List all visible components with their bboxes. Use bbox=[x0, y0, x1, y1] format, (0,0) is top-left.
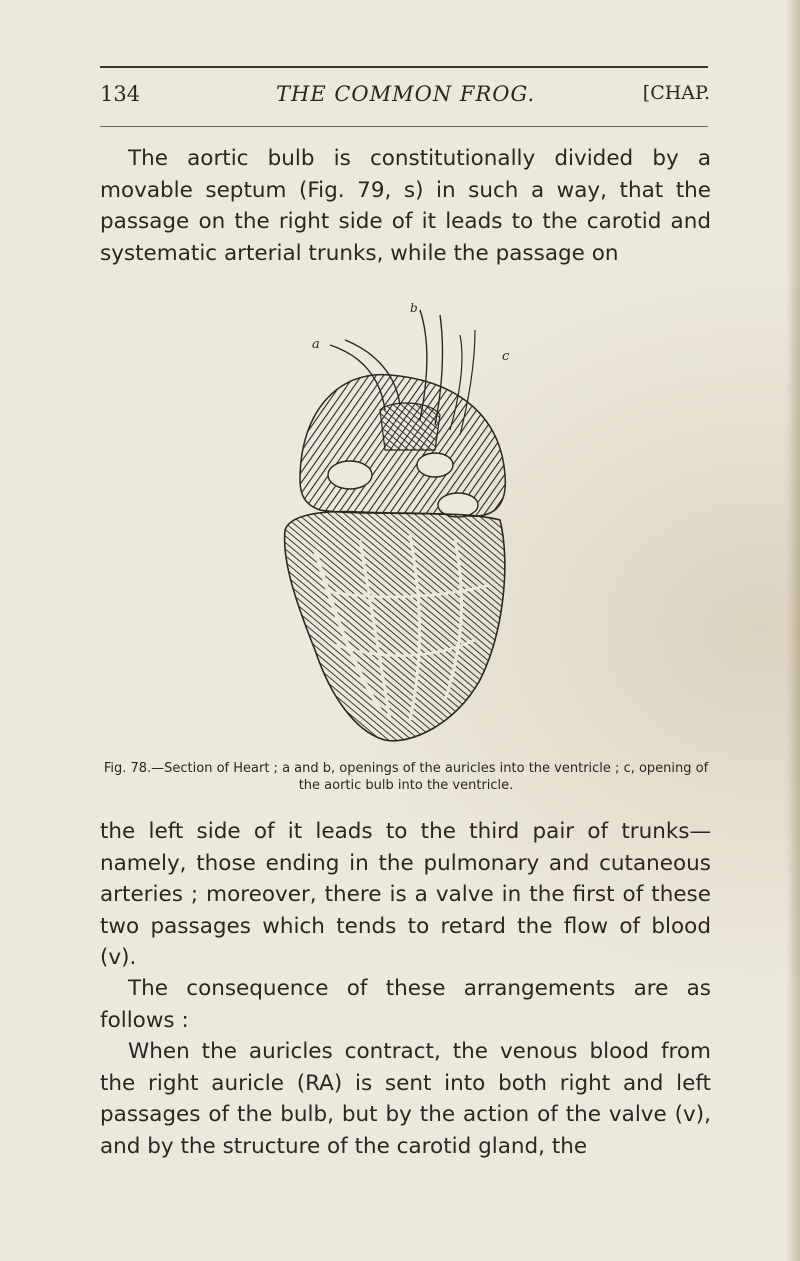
heart-section-illustration bbox=[260, 300, 530, 750]
figure-label-a: a bbox=[312, 337, 320, 352]
running-title: THE COMMON FROG. bbox=[276, 82, 536, 106]
ventricle bbox=[285, 512, 505, 741]
paragraph-left-passage: the left side of it leads to the third pair of trunks—namely, those ending in the pulmonary and cutaneous arteries ; moreover, there is a valve in the first of these two passages which tends to retard the flow of blood (v). bbox=[100, 819, 711, 970]
header-rule bbox=[100, 126, 708, 127]
paragraph-auricles-contract: When the auricles contract, the venous blood from the right auricle (RA) is sent into both right and left passages of the bulb, but by the action of the valve (v), and by the structure of the carotid gland, the bbox=[100, 1039, 711, 1159]
heart-section-figure bbox=[260, 300, 530, 750]
figure-caption: Fig. 78.—Section of Heart ; a and b, openings of the auricles into the ventricle ; c, opening of the aortic bulb into the ventricle. bbox=[103, 761, 709, 793]
paragraph-aortic-bulb: The aortic bulb is constitutionally divided by a movable septum (Fig. 79, s) in such a way, that the passage on the right side of it leads to the carotid and systematic arterial trunks, while the passage on bbox=[100, 146, 711, 266]
opening-a bbox=[328, 461, 372, 489]
opening-b bbox=[417, 453, 453, 477]
figure-label-b: b bbox=[410, 301, 418, 315]
chapter-marker: [CHAP. bbox=[642, 82, 710, 104]
paragraph-consequence: The consequence of these arrangements are as follows : bbox=[100, 976, 711, 1033]
top-rule bbox=[100, 66, 708, 68]
running-header bbox=[100, 82, 710, 112]
page-number: 134 bbox=[100, 82, 141, 106]
figure-label-c: c bbox=[502, 349, 510, 364]
page-edge-shadow bbox=[786, 0, 800, 1261]
